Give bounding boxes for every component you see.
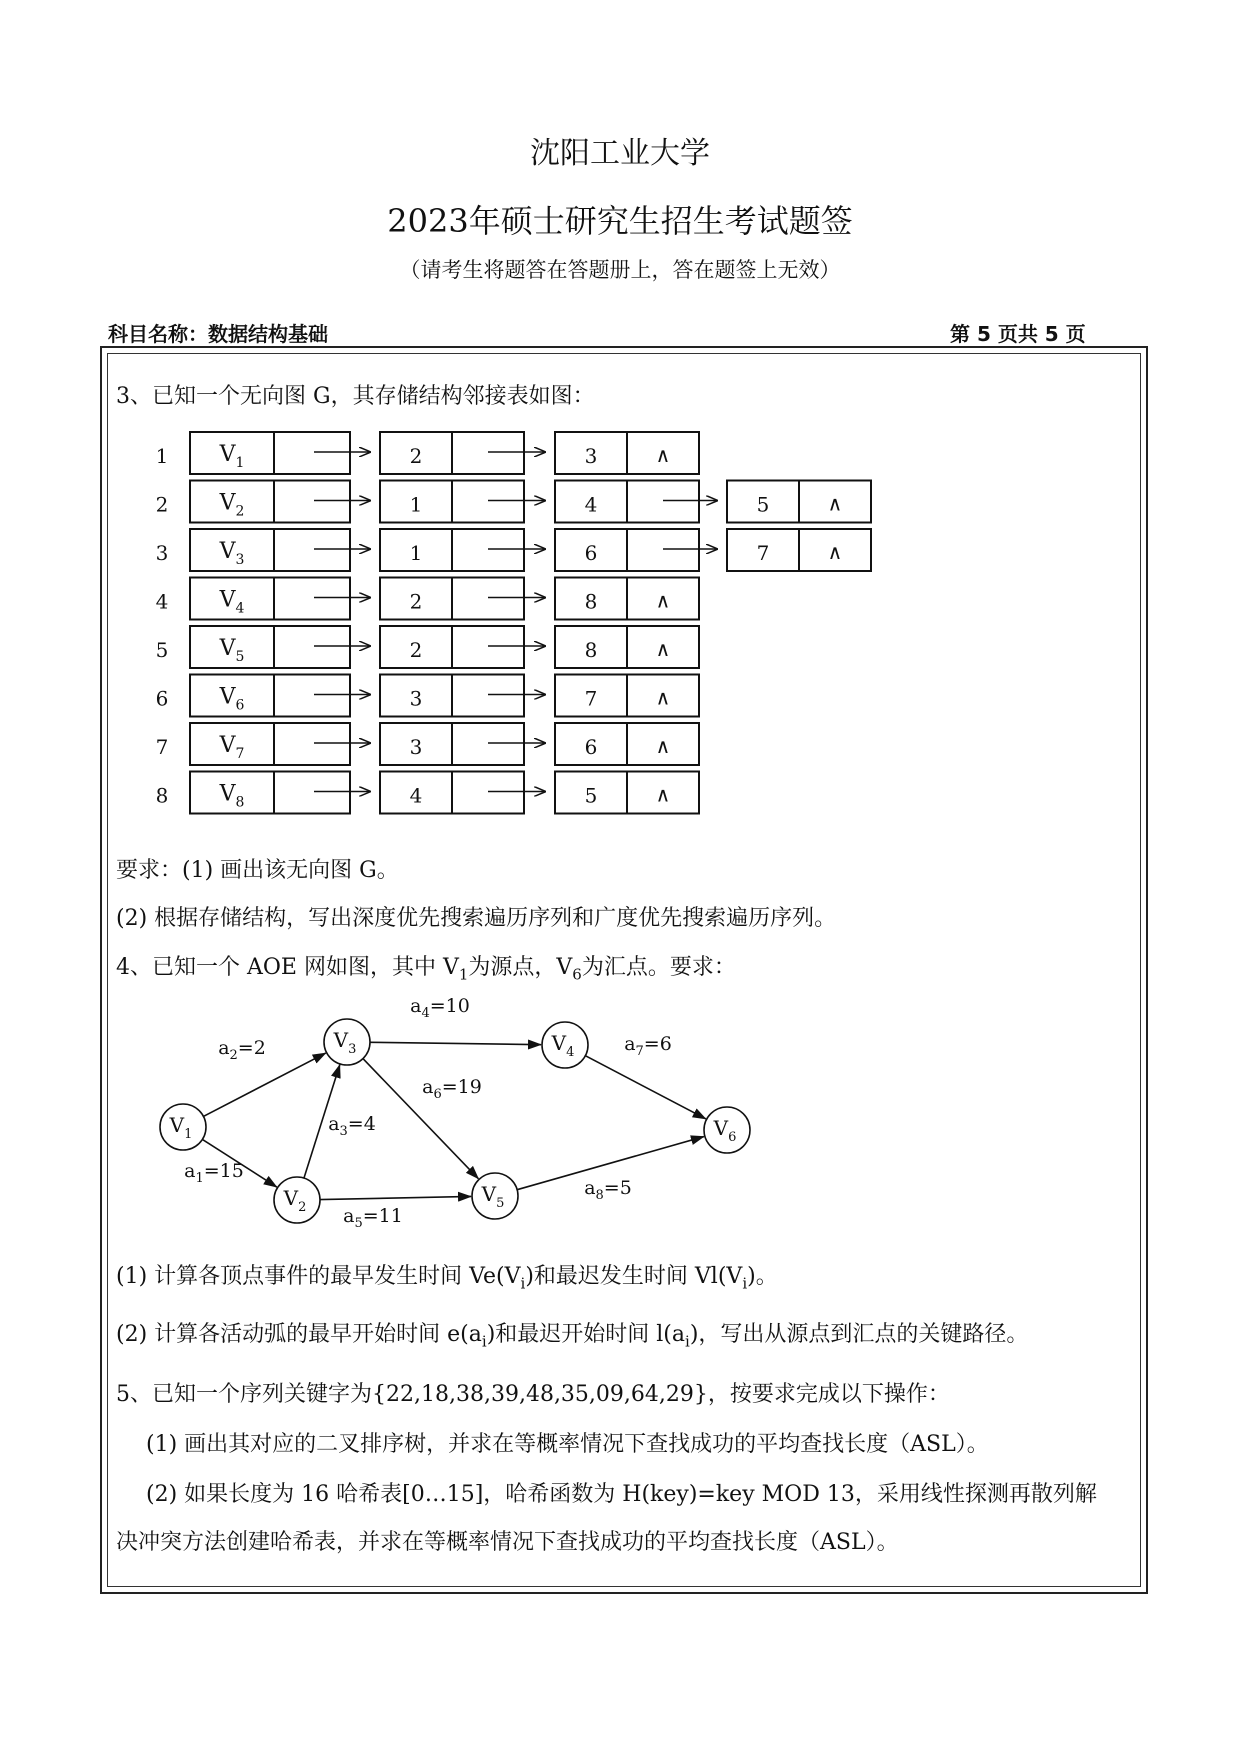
vertex-head-cell [190, 529, 350, 571]
q3-requirement-2: (2) 根据存储结构，写出深度优先搜索遍历序列和广度优先搜索遍历序列。 [116, 906, 837, 931]
vertex-head-cell [190, 675, 350, 717]
vertex-head-cell [190, 481, 350, 523]
activity-arc [320, 1196, 471, 1199]
vertex-name: $V_7$ [219, 733, 245, 762]
event-node-label: $V_3$ [333, 1028, 357, 1057]
q5-stem: 5、已知一个序列关键字为{22,18,38,39,48,35,09,64,29}，按要求完成以下操作： [116, 1382, 950, 1407]
activity-label: $a_3=4$ [328, 1113, 376, 1139]
event-node-label: $V_6$ [713, 1116, 737, 1145]
vertex-name: $V_2$ [219, 490, 245, 520]
adjacent-vertex-number: 2 [409, 444, 423, 468]
adjacent-vertex-number: 2 [409, 589, 423, 614]
activity-label: $a_4=10$ [410, 995, 470, 1021]
null-pointer: ∧ [827, 540, 843, 564]
vertex-name: $V_1$ [219, 442, 245, 471]
adjacency-row-3 [156, 529, 871, 571]
event-node-label: $V_5$ [481, 1182, 505, 1211]
vertex-index: 8 [155, 783, 169, 808]
adjacency-list [156, 432, 871, 814]
activity-label: $a_1=15$ [184, 1160, 244, 1186]
vertex-head-cell [190, 578, 350, 620]
event-node-label: $V_4$ [551, 1031, 575, 1060]
adjacent-vertex-number: 3 [409, 686, 423, 711]
q4-stem: 4、已知一个 AOE 网如图，其中 $V_1$为源点，$V_6$为汇点。要求： [116, 955, 736, 984]
null-pointer: ∧ [827, 491, 843, 516]
subject-name: 科目名称：数据结构基础 [108, 322, 328, 346]
activity-label: $a_8=5$ [584, 1177, 632, 1203]
adjacent-vertex-number: 8 [584, 638, 598, 662]
q3-stem: 3、已知一个无向图 G，其存储结构邻接表如图： [116, 384, 595, 409]
adjacent-vertex-number: 6 [584, 541, 598, 565]
vertex-index: 1 [155, 444, 169, 468]
vertex-name: $V_3$ [219, 539, 245, 568]
activity-label: $a_5=11$ [343, 1205, 403, 1231]
exam-notice: （请考生将题答在答题册上，答在题签上无效） [399, 258, 841, 282]
adjacent-vertex-number: 7 [756, 541, 770, 565]
adjacent-vertex-number: 1 [409, 492, 423, 517]
vertex-name: $V_4$ [219, 587, 245, 617]
vertex-name: $V_5$ [219, 636, 245, 665]
q5-requirement-2-line-2: 决冲突方法创建哈希表，并求在等概率情况下查找成功的平均查找长度（ASL）。 [116, 1530, 899, 1555]
q5-requirement-1: (1) 画出其对应的二叉排序树，并求在等概率情况下查找成功的平均查找长度（ASL）。 [146, 1432, 989, 1457]
activity-label: $a_2=2$ [218, 1037, 266, 1063]
vertex-index: 4 [155, 589, 169, 614]
adjacent-vertex-number: 3 [409, 735, 423, 759]
vertex-head-cell [190, 432, 350, 474]
aoe-network-diagram [160, 995, 750, 1231]
university-name: 沈阳工业大学 [530, 136, 710, 171]
adjacent-vertex-number: 5 [584, 783, 598, 808]
adjacent-vertex-number: 7 [584, 686, 598, 711]
adjacent-vertex-number: 4 [409, 783, 423, 808]
event-node-label: $V_1$ [169, 1113, 193, 1142]
q3-requirement-1: 要求：(1) 画出该无向图 G。 [116, 858, 399, 883]
adjacent-vertex-number: 6 [584, 735, 598, 759]
adjacency-row-8 [156, 772, 699, 814]
null-pointer: ∧ [655, 588, 671, 613]
adjacency-row-7 [156, 723, 699, 765]
page-info: 第 5 页共 5 页 [950, 322, 1086, 346]
adjacent-vertex-number: 3 [584, 444, 598, 468]
adjacency-row-4 [156, 578, 699, 620]
vertex-head-cell [190, 723, 350, 765]
q5-requirement-2-line-1: (2) 如果长度为 16 哈希表[0…15]，哈希函数为 H(key)=key MOD 13，采用线性探测再散列解 [146, 1482, 1097, 1507]
vertex-name: $V_8$ [219, 781, 245, 811]
null-pointer: ∧ [655, 443, 671, 467]
activity-label: $a_7=6$ [624, 1033, 672, 1059]
vertex-index: 3 [155, 541, 169, 565]
activity-label: $a_6=19$ [422, 1076, 482, 1102]
q4-requirement-2: (2) 计算各活动弧的最早开始时间 $e(a_i)$和最迟开始时间 $l(a_i)$，写出从源点到汇点的关键路径。 [116, 1322, 1029, 1351]
event-node-label: $V_2$ [283, 1186, 307, 1215]
activity-arc [203, 1053, 325, 1116]
adjacent-vertex-number: 4 [584, 492, 598, 517]
vertex-index: 7 [155, 735, 169, 759]
vertex-name: $V_6$ [219, 684, 245, 714]
vertex-head-cell [190, 626, 350, 668]
exam-title: 2023年硕士研究生招生考试题签 [387, 202, 853, 240]
null-pointer: ∧ [655, 734, 671, 758]
activity-arc [370, 1042, 541, 1044]
vertex-index: 2 [155, 492, 169, 517]
adjacent-vertex-number: 2 [409, 638, 423, 662]
activity-arc [585, 1056, 705, 1119]
adjacency-row-1 [156, 432, 699, 474]
vertex-head-cell [190, 772, 350, 814]
null-pointer: ∧ [655, 685, 671, 710]
null-pointer: ∧ [655, 637, 671, 661]
adjacency-row-5 [156, 626, 699, 668]
adjacent-vertex-number: 8 [584, 589, 598, 614]
adjacency-row-2 [156, 481, 871, 523]
adjacent-vertex-number: 5 [756, 492, 770, 517]
null-pointer: ∧ [655, 782, 671, 807]
adjacency-row-6 [156, 675, 699, 717]
vertex-index: 5 [155, 638, 169, 662]
vertex-index: 6 [155, 686, 169, 711]
adjacent-vertex-number: 1 [409, 541, 423, 565]
q4-requirement-1: (1) 计算各顶点事件的最早发生时间 $Ve(V_i)$和最迟发生时间 $Vl(V_i)$。 [116, 1264, 778, 1293]
